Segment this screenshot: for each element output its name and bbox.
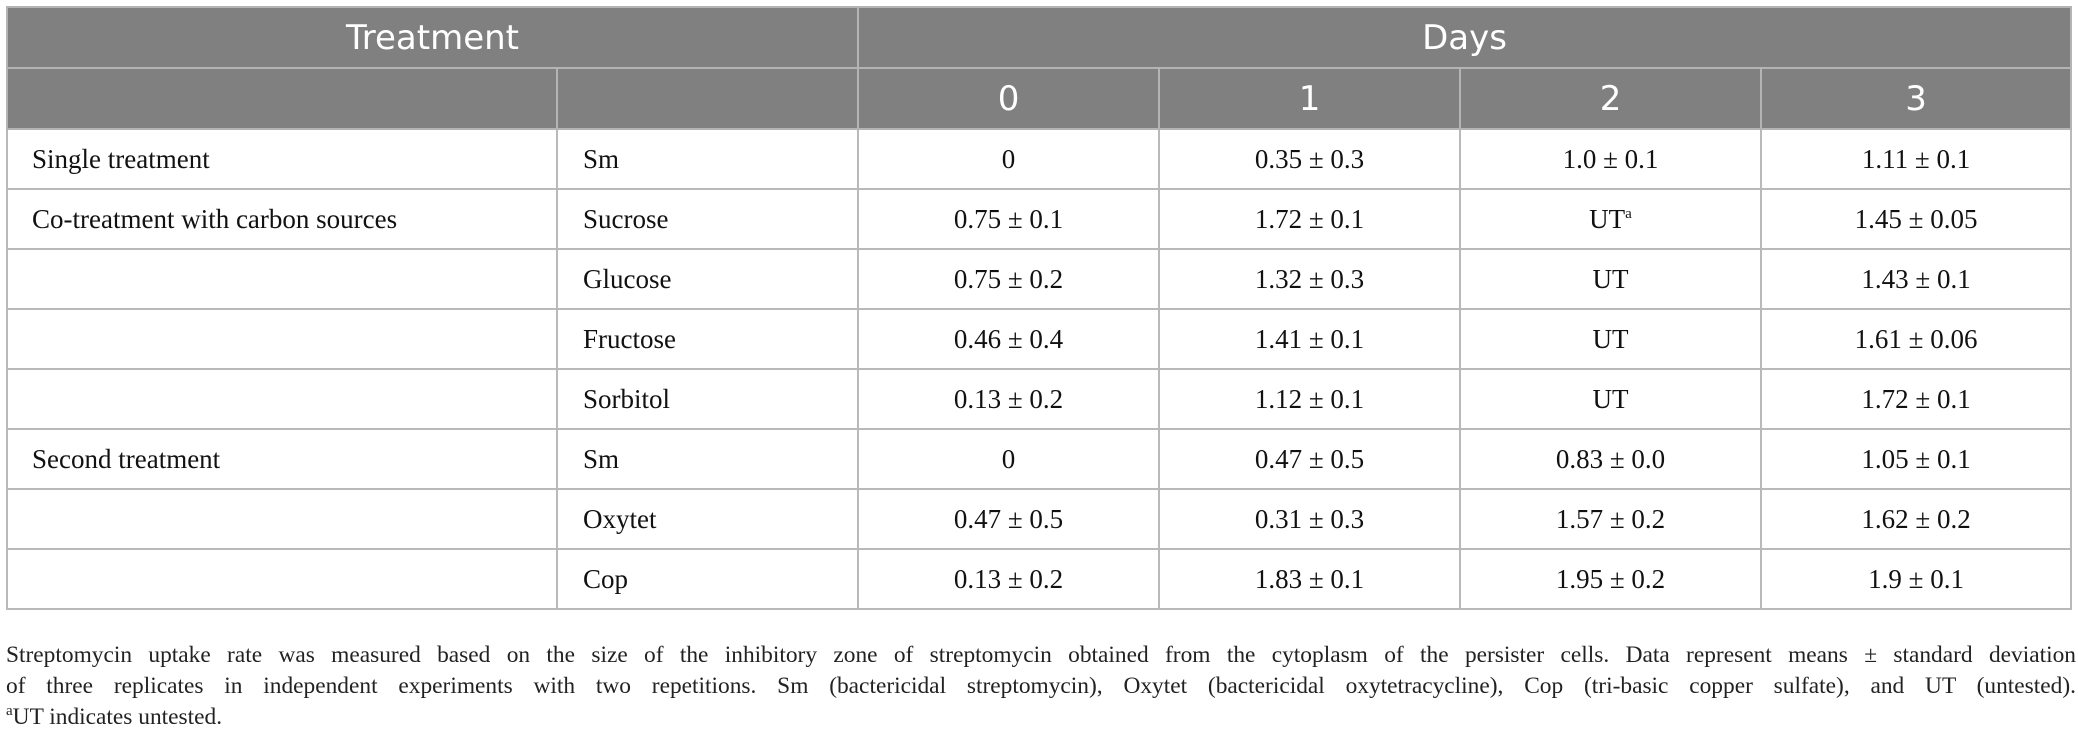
- row-agent: Sorbitol: [557, 369, 858, 429]
- row-agent: Cop: [557, 549, 858, 609]
- footnote-marker: a: [6, 703, 13, 720]
- table-row: [7, 369, 2071, 429]
- header-empty-agent: [557, 68, 858, 129]
- cell-day-2: UT: [1460, 369, 1761, 429]
- cell-day-0: 0: [858, 129, 1159, 189]
- cell-day-0: 0.75 ± 0.2: [858, 249, 1159, 309]
- header-empty-group: [7, 68, 557, 129]
- row-group: [7, 249, 557, 309]
- header-day-0: 0: [858, 68, 1159, 129]
- cell-day-3: 1.9 ± 0.1: [1761, 549, 2071, 609]
- cell-day-3: 1.43 ± 0.1: [1761, 249, 2071, 309]
- header-row-top: [7, 7, 2071, 68]
- cell-day-3: 1.45 ± 0.05: [1761, 189, 2071, 249]
- cell-day-2: 1.95 ± 0.2: [1460, 549, 1761, 609]
- cell-day-3: 1.61 ± 0.06: [1761, 309, 2071, 369]
- cell-day-2: 1.0 ± 0.1: [1460, 129, 1761, 189]
- cell-day-2: UT: [1460, 309, 1761, 369]
- cell-day-3: 1.05 ± 0.1: [1761, 429, 2071, 489]
- table-row: [7, 129, 2071, 189]
- header-day-3: 3: [1761, 68, 2071, 129]
- cell-day-0: 0: [858, 429, 1159, 489]
- row-group: [7, 549, 557, 609]
- header-day-1: 1: [1159, 68, 1460, 129]
- cell-day-1: 1.72 ± 0.1: [1159, 189, 1460, 249]
- cell-day-1: 1.12 ± 0.1: [1159, 369, 1460, 429]
- cell-day-1: 0.47 ± 0.5: [1159, 429, 1460, 489]
- cell-day-3: 1.72 ± 0.1: [1761, 369, 2071, 429]
- row-group: [7, 309, 557, 369]
- note-line-2: of three replicates in independent experiments with two repetitions. Sm (bactericidal streptomycin), Oxytet (bactericidal oxytetracycline), Cop (tri-basic copper sulfate), and UT (untested).: [6, 673, 2076, 699]
- row-agent: Glucose: [557, 249, 858, 309]
- cell-day-0: 0.75 ± 0.1: [858, 189, 1159, 249]
- row-agent: Oxytet: [557, 489, 858, 549]
- cell-day-0: 0.47 ± 0.5: [858, 489, 1159, 549]
- footnote-marker: a: [1625, 205, 1632, 222]
- table-row: [7, 549, 2071, 609]
- data-table: [6, 6, 2072, 610]
- header-row-days: [7, 68, 2071, 129]
- cell-day-1: 1.32 ± 0.3: [1159, 249, 1460, 309]
- row-agent: Fructose: [557, 309, 858, 369]
- cell-day-1: 1.41 ± 0.1: [1159, 309, 1460, 369]
- row-agent: Sm: [557, 129, 858, 189]
- cell-day-1: 0.31 ± 0.3: [1159, 489, 1460, 549]
- cell-day-3: 1.62 ± 0.2: [1761, 489, 2071, 549]
- cell-day-2: 1.57 ± 0.2: [1460, 489, 1761, 549]
- cell-day-0: 0.13 ± 0.2: [858, 549, 1159, 609]
- row-agent: Sucrose: [557, 189, 858, 249]
- cell-day-0: 0.46 ± 0.4: [858, 309, 1159, 369]
- cell-day-2: 0.83 ± 0.0: [1460, 429, 1761, 489]
- table-header: [7, 7, 2071, 129]
- row-group: Second treatment: [7, 429, 557, 489]
- row-group: [7, 489, 557, 549]
- table-row: [7, 489, 2071, 549]
- note-line-1: Streptomycin uptake rate was measured based on the size of the inhibitory zone of streptomycin obtained from the cytoplasm of the persister cells. Data represent means ± standard deviation: [6, 642, 2076, 668]
- row-agent: Sm: [557, 429, 858, 489]
- cell-day-2: [1460, 189, 1761, 249]
- table-row: [7, 309, 2071, 369]
- table-row: [7, 249, 2071, 309]
- cell-day-0: 0.13 ± 0.2: [858, 369, 1159, 429]
- table-body: [7, 129, 2071, 609]
- cell-day-3: 1.11 ± 0.1: [1761, 129, 2071, 189]
- table-notes: [6, 640, 2076, 733]
- header-days: Days: [858, 7, 2071, 68]
- row-group: Single treatment: [7, 129, 557, 189]
- row-group: [7, 369, 557, 429]
- cell-value: UT: [1589, 203, 1626, 234]
- header-treatment: Treatment: [7, 7, 858, 68]
- header-day-2: 2: [1460, 68, 1761, 129]
- table-container: [6, 6, 2070, 610]
- footnote-text: UT indicates untested.: [12, 704, 223, 730]
- cell-day-2: UT: [1460, 249, 1761, 309]
- cell-day-1: 0.35 ± 0.3: [1159, 129, 1460, 189]
- table-row: [7, 189, 2071, 249]
- row-group: Co-treatment with carbon sources: [7, 189, 557, 249]
- cell-day-1: 1.83 ± 0.1: [1159, 549, 1460, 609]
- table-row: [7, 429, 2071, 489]
- footnote: [6, 702, 2076, 733]
